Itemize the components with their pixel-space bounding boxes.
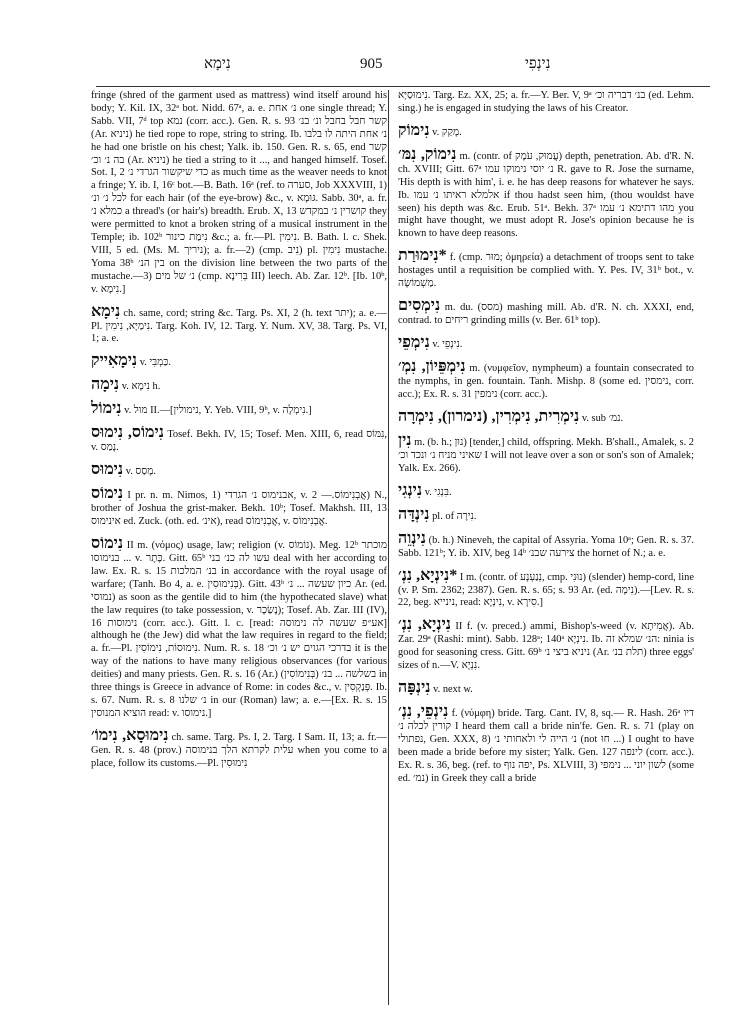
entry-headword: נִימוֹק bbox=[398, 121, 430, 139]
entry-definition: v. נִימָא h. bbox=[121, 381, 161, 393]
dictionary-entry bbox=[91, 90, 387, 297]
dictionary-entry bbox=[91, 352, 387, 370]
dictionary-entry bbox=[398, 90, 694, 116]
entry-definition: v. מָקַק. bbox=[432, 126, 462, 138]
entry-headword: נִימוֹל bbox=[91, 400, 122, 418]
entry-headword: נִימוּס bbox=[91, 461, 124, 479]
entry-definition: II f. (v. preced.) ammi, Bishop's-weed (v. אֲמִיתָא). Ab. Zar. 29ᵃ (Rashi: mint). Sabb. 128ᵃ; 140ᵃ נִינְיָא. Ib. הנ׳ שמלא זה: ninia is good for seasoning cress. Gitt. 69ᵇ ניניא ביצי נ׳ (Ar. תלת בנ׳) three eggs' sizes of n.—V. נִנְיָא. bbox=[398, 621, 694, 672]
dictionary-entry bbox=[398, 358, 694, 402]
left-column bbox=[91, 90, 387, 1010]
entry-headword: נִימוֹס, נִימוּס bbox=[91, 424, 164, 442]
entry-headword: נִינְיָא, נִנְ׳ bbox=[398, 616, 451, 634]
dictionary-entry bbox=[398, 122, 694, 140]
dictionary-entry bbox=[398, 506, 694, 524]
dictionary-entry bbox=[91, 727, 387, 771]
dictionary-entry bbox=[91, 461, 387, 479]
dictionary-entry bbox=[398, 703, 694, 786]
entry-definition: m. (νυμφεῖον, nympheum) a fountain consecrated to the nymphs, in gen. fountain. Tanh. Mishp. 8 (some ed. נימסין, corr. acc.); Ex. R. s. 31 נימפין (corr. acc.). bbox=[398, 362, 694, 400]
entry-headword: נִימוּסָא, נִימוֹ׳ bbox=[91, 726, 169, 744]
running-header bbox=[0, 56, 750, 80]
column-divider bbox=[388, 90, 389, 1005]
entry-definition: v. sub נמ׳. bbox=[581, 412, 624, 424]
entry-definition: (b. h.) Nineveh, the capital of Assyria. Yoma 10ᵃ; Gen. R. s. 37. Sabb. 121ᵇ; Y. ib. XIV, beg 14ᵇ צירעה שבנ׳ the hornet of N.; a. e. bbox=[398, 534, 694, 559]
dictionary-entry bbox=[398, 530, 694, 561]
dictionary-entry bbox=[398, 408, 694, 426]
dictionary-entry bbox=[91, 376, 387, 394]
dictionary-entry bbox=[398, 679, 694, 697]
entry-definition: f. (cmp. מוּר; ὁμηρεία) a detachment of troops sent to take hostages until a requisition be complied with. Y. Pes. IV, 31ᵇ bot., v. מַשְׁמוֹשָׂה. bbox=[398, 252, 694, 290]
entry-headword: נִין bbox=[398, 431, 412, 449]
dictionary-entry bbox=[398, 247, 694, 291]
entry-headword: נִימְרִית, נִימְרִין, (נימרון), נִימְרָה bbox=[398, 407, 580, 425]
entry-definition: v. מָסַס. bbox=[125, 466, 156, 478]
dictionary-entry bbox=[91, 400, 387, 418]
entry-definition: I pr. n. m. Nimos, 1) אבנימוס נ׳ הגרדי, v. אֲבְנִימוֹס.— 2) N., brother of Joshua the grist-maker. Bekh. 10ᵇ; Tosef. Makhsh. III, 13 אינימוס ed. Zuck. (oth. ed. אינ׳), read אֲבְנִימוֹס, v. אֲבְנִימוֹס. bbox=[91, 490, 387, 528]
entry-headword: נִימְסִים bbox=[398, 297, 441, 315]
dictionary-entry bbox=[91, 303, 387, 347]
entry-definition: v. נִינְפֵי. bbox=[432, 338, 463, 350]
entry-definition: m. (contr. of עֲמוּק, עֹמֶק) depth, penetration. Ab. d'R. N. ch. XVIII; Gitt. 67ᵃ נ׳ יוסי נימוקו עמו R. gave to R. Jose the surname, 'His depth is with him', i. e. he has deep reasons for whatever he says. Ib. אלמלא ראיתו נ׳ עמו if thou hadst seen him, (thou wouldst have seen) his depth was &c. Erub. 51ᵃ. Bekh. 37ᵃ מהו דתימא נ׳ עמו you might have thought, we must adopt R. Jose's opinion because he is known to have deep reasons. bbox=[398, 150, 694, 240]
entry-headword: *נִימוּרַת bbox=[398, 247, 447, 265]
entry-headword: נִינְגִי bbox=[398, 481, 423, 499]
dictionary-entry bbox=[91, 424, 387, 455]
entry-definition: m. (b. h.; נוּן) [tender,] child, offspring. Mekh. B'shall., Amalek, s. 2 שאיני מניח נ׳ ונכד וכ׳ I will not leave over a son or son's son of Amalek; Yalk. Ex. 266). bbox=[398, 436, 694, 474]
entry-headword: נִינְפֵי, נִנְ׳ bbox=[398, 703, 449, 721]
entry-headword: נִימְפֵי bbox=[398, 333, 430, 351]
entry-headword: נִימוֹק, נִמּ׳ bbox=[398, 145, 457, 163]
dictionary-entry bbox=[91, 535, 387, 721]
entry-definition: v. מוּל II.—[נימולין, Y. Yeb. VIII, 9ᵇ, v. נִימְלָה.] bbox=[124, 405, 312, 417]
entry-definition: v. בִּנְגִי. bbox=[424, 486, 452, 498]
dictionary-entry bbox=[398, 482, 694, 500]
entry-headword: נִימָא bbox=[91, 302, 121, 320]
entry-headword: נִינְוֵה bbox=[398, 529, 426, 547]
dictionary-entry bbox=[398, 432, 694, 476]
entry-headword: נִימְפֵּיוֹן, נִמְ׳ bbox=[398, 357, 466, 375]
entry-definition: Tosef. Bekh. IV, 15; Tosef. Men. XIII, 6, read נִמּוֹס, v. נָמַס. bbox=[91, 429, 387, 454]
entry-headword: נִימָאִייק bbox=[91, 352, 138, 370]
entry-definition: II m. (νόμος) usage, law; religion (v. נוֹמוֹס). Meg. 12ᵇ מוכתר בנימוסו ... v. כֶּתֶר. Gitt. 65ᵇ עשו לה כנ׳ בני deal with her according to law. Ex. R. s. 15 בנ׳ המלכות in accordance with the royal usage of warfare; (Tanh. Bo 4, a. e. בְּנִימוּסִין). Gitt. 43ᵇ כיון שעשה ... נ׳ Ar. (ed. נמוסי) as soon as the gentile did to him (the hypothecated slave) what the law requires (to take possession, v. נָשַׂכָר); Tosef. Ab. Zar. III (IV), 16 נימוסות (corr. acc.). Gitt. l. c. [read: אע״פ שעשה לה נימוסה] although he (the Jew) did what the law requires in regard to the field; a. fr.—Pl. נִימוּסוֹת, נִימוֹסִין. Num. R. s. 18 בדרכי הגוים יש נ׳ וכ׳ it is the way of the nations to have many religious observances (for various deities) and many priests. Gen. R. s. 16 (Ar.) בשלשה ... בנ׳ (בְּנִימוֹסִין) in three things is Greece in advance of Rome: in codes &c., v. פְּנַקְסִין. Ib. s. 67. Num. R. s. 8 נ׳ שלנו in our (Roman) law; a. e.—[Ex. R. s. 15 הוציא המנוסין read: v. נימוסו.] bbox=[91, 540, 387, 719]
entry-headword: נִימוֹס bbox=[91, 485, 124, 503]
dictionary-entry bbox=[398, 616, 694, 673]
entry-definition: I m. (contr. of נְנַעְנָע, cmp. נוּנִי) (slender) hemp-cord, line (v. P. Sm. 2362; 2387). Gen. R. s. 65; s. 93 Ar. (ed. נִימָה).—[Lev. R. s. 22, beg. נינייא, read: נִינְיָא, v. סִירָא.] bbox=[398, 571, 694, 609]
page-number: 905 bbox=[360, 56, 383, 72]
dictionary-entry bbox=[398, 146, 694, 241]
dictionary-entry bbox=[398, 297, 694, 328]
entry-definition: fringe (shred of the garment used as mattress) wind itself around his body; Y. Kil. IX, 32ᵃ bot. Nidd. 67ᵃ, a. e. נ׳ אחת one single thread; Y. Sabb. VII, 7ᵈ top נמא (corr. acc.). Gen. R. s. 93 קשר חבל בחבל ונ׳ בנ׳ (Ar. ניניא) he tied rope to rope, string to string. Ib. נ׳ אחת היתה לו בלבו he had one bristle on his chest; Yalk. ib. 150. Gen. R. s. 65, end קשר בה נ׳ וכ׳ (Ar. ניניא) he tied a string to it ..., and hanged himself. Tosef. Sot. I, 2 כדי שיקשור הגרדי נ׳ as much time as the weaver needs to knot a fringe; Y. ib. I, 16ᶜ bot.—B. Bath. 16ᵃ (ref. to סערה, Job XXXVIII, 1) לכל נ׳ ונ׳ for each hair (of the eye-brow) &c., v. גּוּמָא. Sabb. 30ᵃ, a. fr. כמלא נ׳ a thread's (or hair's) breadth. Erub. X, 13 קושרין נ׳ במקדש they were permitted to knot a broken string of a musical instrument in the Temple; ib. 102ᵇ נִימַת כינור &c.; a. fr.—Pl. נִימִין. B. Bath. l. c. Shek. VIII, 5 ed. (Ms. M. ניריך); a. fr.—2) (cmp. נִיב) pl. נִימִין mustache. Yoma 38ᵇ בין הנ׳ on the division line between the two parts of the mustache.—3) נ׳ של מים (cmp. בְּרִינָא III) leech. Ab. Zar. 12ᵇ. [Ib. 10ᵇ, v. נִימָא.] bbox=[91, 90, 387, 295]
entry-definition: f. (νύμφη) bride. Targ. Cant. IV, 8, sq.— R. Hash. 26ᵃ דיו קורין לכלה נ׳ I heard them call a bride nin'fe. Gen. R. s. 71 (play on נפתולי, Gen. XXX, 8) נ׳ הייה לי ולאחותי נ׳ (not חוּ ...) I ought to have been made a bride before my sister; Yalk. Gen. 127 לינפה (corr. acc.). Ex. R. s. 36, beg. (ref. to יפה נוף, Ps. XLVIII, 3) לשון יוני ... נימפי (some ed. נמ׳) in Greek they call a bride bbox=[398, 708, 694, 784]
entry-headword: *נִינְיָא, נִנְ׳ bbox=[398, 566, 458, 584]
entry-definition: pl. of נִירָה. bbox=[432, 510, 477, 522]
entry-headword: נִימָה bbox=[91, 376, 120, 394]
entry-definition: m. du. (מסס) mashing mill. Ab. d'R. N. ch. XXXI, end, contrad. to ריחים grinding mills (v. Ber. 61ᵇ top). bbox=[398, 302, 694, 327]
entry-definition: v. כַּמְבִּי. bbox=[139, 357, 172, 369]
right-column bbox=[398, 90, 694, 1010]
dictionary-entry bbox=[398, 334, 694, 352]
entry-definition: v. next w. bbox=[433, 684, 473, 696]
entry-headword: נִינְפָּה bbox=[398, 679, 431, 697]
entry-definition: נִימוּסַיָּא. Targ. Ez. XX, 25; a. fr.—Y. Ber. V, 9ᵃ בנ׳ דבריה וכ׳ (ed. Lehm. sing.) he is engaged in studying the laws of his Creator. bbox=[398, 90, 694, 114]
dictionary-entry bbox=[398, 567, 694, 611]
entry-definition: ch. same, cord; string &c. Targ. Ps. XI, 2 (h. text יתר); a. e.—Pl. נִימַיָּא, נִימִין. Targ. Koh. IV, 12. Targ. Y. Num. XV, 38. Targ. Ps. VI, 1; a. e. bbox=[91, 307, 387, 345]
entry-headword: נִינְדָּה bbox=[398, 505, 430, 523]
entry-headword: נִימוֹס bbox=[91, 535, 124, 553]
header-left-word: נִימָא bbox=[204, 56, 231, 72]
dictionary-entry bbox=[91, 485, 387, 529]
entry-definition: ch. same. Targ. Ps. I, 2. Targ. I Sam. II, 13; a. fr.—Gen. R. s. 48 (prov.) עלית לקרתא הלך בנימוסה when you come to a place, follow its customs.—Pl. נִימוּסִין bbox=[91, 731, 387, 769]
header-right-word: נִינְפִי bbox=[525, 56, 551, 72]
header-rule bbox=[96, 86, 710, 87]
